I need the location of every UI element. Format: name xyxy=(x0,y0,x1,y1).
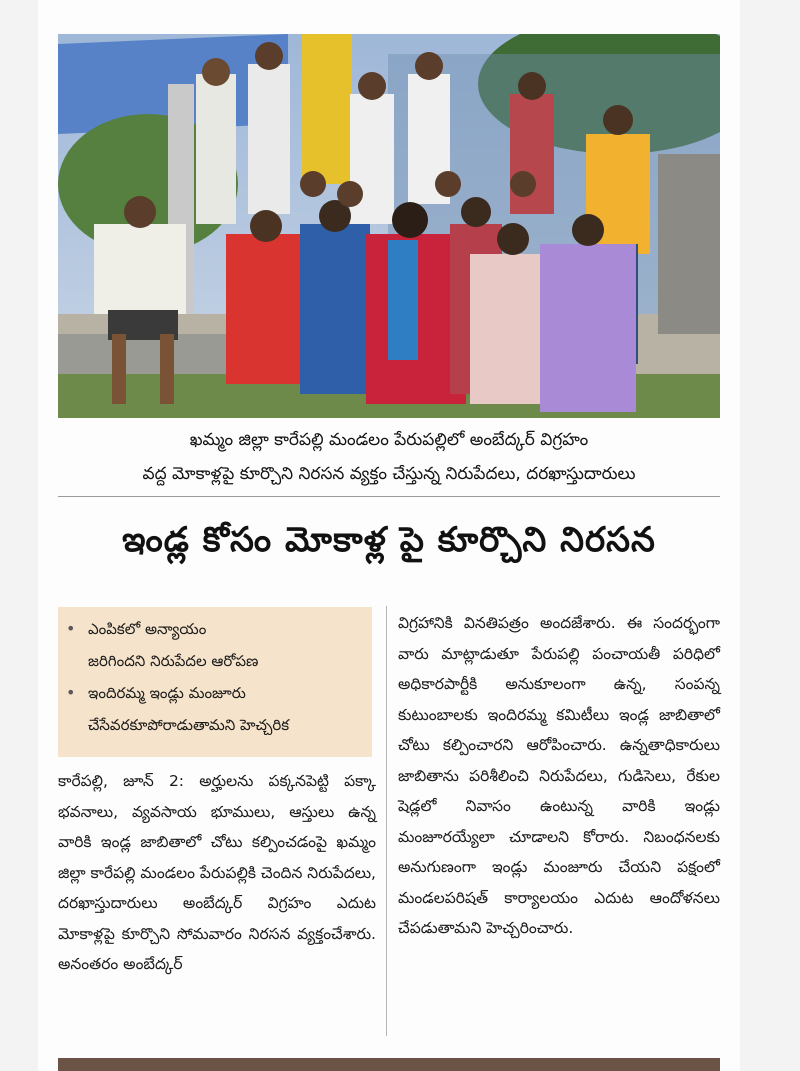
news-photo xyxy=(58,34,720,418)
article-body-right: విగ్రహానికి వినతిపత్రం అందజేశారు. ఈ సందర్భంగా వారు మాట్లాడుతూ పేరుపల్లి పంచాయతీ పరిధిలో అధికారపార్టీకి అనుకూలంగా ఉన్న, సంపన్న కుటుంబాలకు ఇందిరమ్మ కమిటీలు ఇండ్ల జాబితాలో చోటు కల్పించారని ఆరోపించారు. ఉన్నతాధికారులు జాబితాను పరిశీలించి నిరుపేదలు, గుడిసెలు, రేకుల షెడ్లలో నివాసం ఉంటున్న వారికి ఇండ్లు మంజూరయ్యేలా చూడాలని కోరారు. నిబంధనలకు అనుగుణంగా ఇండ్లు మంజూరు చేయని పక్షంలో మండలపరిషత్ కార్యాలయం ఎదుట ఆందోళనలు చేపడుతామని హెచ్చరించారు. xyxy=(398,614,720,937)
highlight-line: జరిగిందని నిరుపేదల ఆరోపణ xyxy=(88,652,259,670)
bullet-icon: • xyxy=(66,619,76,638)
article-body-left: కారేపల్లి, జూన్ 2: అర్హులను పక్కనపెట్టి పక్కా భవనాలు, వ్యవసాయ భూములు, ఆస్తులు ఉన్న వారికి ఇండ్ల జాబితాలో చోటు కల్పించడంపై ఖమ్మం జిల్లా కారేపల్లి మండలం పేరుపల్లికి చెందిన నిరుపేదలు, దరఖాస్తుదారులు అంబేద్కర్ విగ్రహం ఎదుట మోకాళ్లపై కూర్చొని సోమవారం నిరసన వ్యక్తంచేశారు. అనంతరం అంబేద్కర్ xyxy=(58,772,376,973)
highlights-box xyxy=(58,607,372,757)
column-divider xyxy=(386,606,387,1036)
group-photo-icon xyxy=(58,34,720,418)
article-headline: ఇండ్ల కోసం మోకాళ్ల పై కూర్చొని నిరసన xyxy=(122,520,656,560)
caption-divider xyxy=(58,496,720,497)
highlight-line: ఇందిరమ్మ ఇండ్లు మంజూరు xyxy=(88,684,246,702)
highlight-item xyxy=(58,677,372,741)
photo-caption xyxy=(58,423,720,491)
next-article-photo-edge xyxy=(58,1058,720,1071)
caption-line-2: వద్ద మోకాళ్లపై కూర్చొని నిరసన వ్యక్తం చేస్తున్న నిరుపేదలు, దరఖాస్తుదారులు xyxy=(142,464,636,484)
highlight-line: ఎంపికలో అన్యాయం xyxy=(88,620,207,638)
bullet-icon: • xyxy=(66,683,76,702)
highlight-item xyxy=(58,613,372,677)
caption-line-1: ఖమ్మం జిల్లా కారేపల్లి మండలం పేరుపల్లిలో అంబేద్కర్ విగ్రహం xyxy=(189,430,589,450)
highlight-line: చేసేవరకూపోరాడుతామని హెచ్చరిక xyxy=(88,716,290,734)
